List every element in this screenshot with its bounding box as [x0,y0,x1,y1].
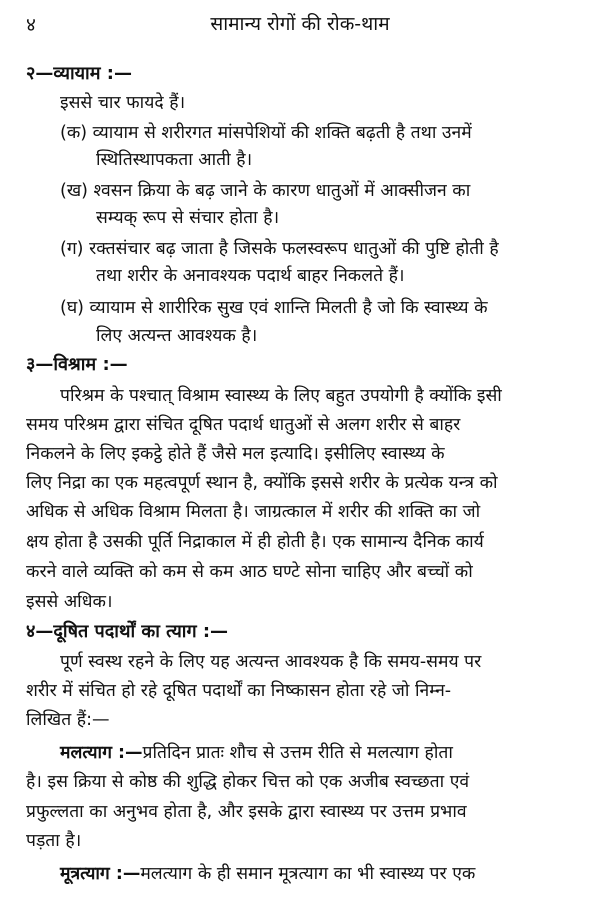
paragraph-line: समय परिश्रम द्वारा संचित दूषित पदार्थ धातुओं से अलग शरीर से बाहर [26,415,461,435]
list-item-line: (ख) श्वसन क्रिया के बढ़ जाने के कारण धातुओं में आक्सीजन का [60,181,471,201]
list-item-line: लिए अत्यन्त आवश्यक है। [96,326,258,346]
paragraph-line: इससे चार फायदे हैं। [60,93,186,113]
section-heading-vyayam: २—व्यायाम :— [26,63,132,84]
list-item-line: सम्यक् रूप से संचार होता है। [96,208,280,228]
list-item-line: तथा शरीर के अनावश्यक पदार्थ बाहर निकलते हैं। [96,266,405,286]
paragraph-line: क्षय होता है उसकी पूर्ति निद्राकाल में ही होती है। एक सामान्य दैनिक कार्य [26,532,484,552]
list-item-line: (ग) रक्तसंचार बढ़ जाता है जिसके फलस्वरूप धातुओं की पुष्टि होती है [60,239,499,259]
paragraph-line: लिखित हैं:— [26,710,110,730]
running-title: सामान्य रोगों की रोक-थाम [210,13,390,35]
paragraph-line: करने वाले व्यक्ति को कम से कम आठ घण्टे सोना चाहिए और बच्चों को [26,562,473,582]
paragraph-line: इससे अधिक। [26,592,113,612]
paragraph-line: लिए निद्रा का एक महत्वपूर्ण स्थान है, क्योंकि इससे शरीर के प्रत्येक यन्त्र को [26,473,498,493]
paragraph-line: परिश्रम के पश्चात् विश्राम स्वास्थ्य के लिए बहुत उपयोगी है क्योंकि इसी [60,386,502,406]
maltyag-text: प्रतिदिन प्रातः शौच से उत्तम रीति से मलत्याग होता [142,743,453,763]
maltyag-line [60,741,453,765]
page-header [0,0,600,48]
term-mutratyag: मूत्रत्याग :— [60,864,141,884]
paragraph-line: शरीर में संचित हो रहे दूषित पदार्थों का निष्कासन होता रहे जो निम्न- [26,681,452,701]
list-item-line: (क) व्यायाम से शरीरगत मांसपेशियों की शक्ति बढ़ती है तथा उनमें [60,123,472,143]
paragraph-line: पड़ता है। [26,831,82,851]
paragraph-line: पूर्ण स्वस्थ रहने के लिए यह अत्यन्त आवश्यक है कि समय-समय पर [60,652,482,672]
mutratyag-text: मलत्याग के ही समान मूत्रत्याग का भी स्वास्थ्य पर एक [140,864,476,884]
list-item-line: स्थितिस्थापकता आती है। [96,150,253,170]
term-maltyag: मलत्याग :— [60,743,143,763]
paragraph-line: अधिक से अधिक विश्राम मिलता है। जाग्रत्काल में शरीर की शक्ति का जो [26,502,481,522]
paragraph-line: प्रफुल्लता का अनुभव होता है, और इसके द्वारा स्वास्थ्य पर उत्तम प्रभाव [26,802,467,822]
section-heading-vishram: ३—विश्राम :— [26,354,128,375]
list-item-line: (घ) व्यायाम से शारीरिक सुख एवं शान्ति मिलती है जो कि स्वास्थ्य के [60,298,488,318]
mutratyag-line [60,862,475,886]
page-number: ४ [26,14,36,36]
section-heading-dushit-padarth: ४—दूषित पदार्थों का त्याग :— [26,621,229,642]
paragraph-line: है। इस क्रिया से कोष्ठ की शुद्धि होकर चित्त को एक अजीब स्वच्छता एवं [26,772,470,792]
paragraph-line: निकलने के लिए इकट्ठे होते हैं जैसे मल इत्यादि। इसीलिए स्वास्थ्य के [26,444,445,464]
